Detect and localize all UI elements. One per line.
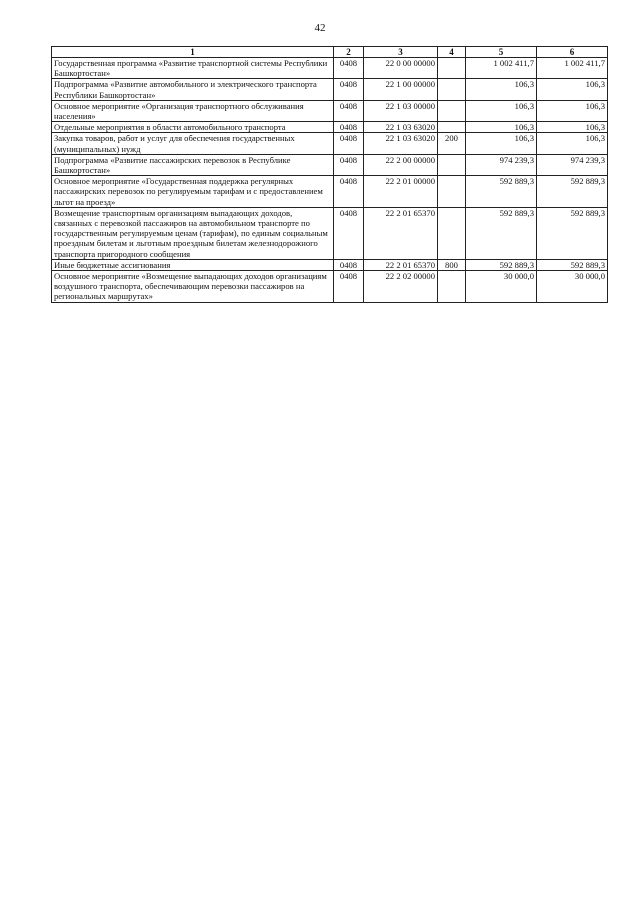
column-header: 2 xyxy=(334,47,364,58)
column-header: 6 xyxy=(537,47,608,58)
table-row xyxy=(52,133,608,154)
row-section: 0408 xyxy=(334,58,364,79)
row-section: 0408 xyxy=(334,100,364,121)
row-name: Подпрограмма «Развитие пассажирских перевозок в Республике Башкортостан» xyxy=(52,154,334,175)
column-header: 3 xyxy=(364,47,438,58)
row-target: 22 1 03 00000 xyxy=(364,100,438,121)
row-value-2: 974 239,3 xyxy=(537,154,608,175)
row-section: 0408 xyxy=(334,259,364,270)
page-number: 42 xyxy=(314,22,326,34)
table-row xyxy=(52,79,608,100)
row-value-2: 106,3 xyxy=(537,79,608,100)
row-section: 0408 xyxy=(334,271,364,303)
row-section: 0408 xyxy=(334,207,364,259)
row-section: 0408 xyxy=(334,176,364,208)
row-name: Подпрограмма «Развитие автомобильного и электрического транспорта Республики Башкортостан» xyxy=(52,79,334,100)
row-target: 22 2 00 00000 xyxy=(364,154,438,175)
row-value-2: 592 889,3 xyxy=(537,207,608,259)
row-type xyxy=(438,271,466,303)
row-value-2: 106,3 xyxy=(537,133,608,154)
row-section: 0408 xyxy=(334,79,364,100)
table-row xyxy=(52,58,608,79)
row-value-1: 106,3 xyxy=(466,133,537,154)
table-header-row xyxy=(52,47,608,58)
row-value-1: 30 000,0 xyxy=(466,271,537,303)
row-value-1: 592 889,3 xyxy=(466,176,537,208)
budget-table xyxy=(51,46,608,303)
row-target: 22 0 00 00000 xyxy=(364,58,438,79)
row-name: Отдельные мероприятия в области автомобильного транспорта xyxy=(52,122,334,133)
row-target: 22 1 03 63020 xyxy=(364,133,438,154)
table-row xyxy=(52,154,608,175)
row-name: Закупка товаров, работ и услуг для обеспечения государственных (муниципальных) нужд xyxy=(52,133,334,154)
row-value-1: 106,3 xyxy=(466,122,537,133)
table-row xyxy=(52,271,608,303)
row-value-1: 592 889,3 xyxy=(466,259,537,270)
row-type xyxy=(438,176,466,208)
row-type xyxy=(438,207,466,259)
row-type xyxy=(438,58,466,79)
row-value-2: 592 889,3 xyxy=(537,176,608,208)
row-target: 22 2 02 00000 xyxy=(364,271,438,303)
row-value-1: 974 239,3 xyxy=(466,154,537,175)
row-section: 0408 xyxy=(334,154,364,175)
row-value-1: 592 889,3 xyxy=(466,207,537,259)
row-type: 200 xyxy=(438,133,466,154)
table-row xyxy=(52,122,608,133)
row-name: Иные бюджетные ассигнования xyxy=(52,259,334,270)
row-value-1: 1 002 411,7 xyxy=(466,58,537,79)
row-value-2: 106,3 xyxy=(537,122,608,133)
row-type xyxy=(438,79,466,100)
row-value-1: 106,3 xyxy=(466,79,537,100)
row-target: 22 1 03 63020 xyxy=(364,122,438,133)
row-value-2: 1 002 411,7 xyxy=(537,58,608,79)
row-target: 22 2 01 00000 xyxy=(364,176,438,208)
row-type xyxy=(438,154,466,175)
table-row xyxy=(52,259,608,270)
column-header: 4 xyxy=(438,47,466,58)
row-section: 0408 xyxy=(334,133,364,154)
row-value-2: 106,3 xyxy=(537,100,608,121)
column-header: 5 xyxy=(466,47,537,58)
row-section: 0408 xyxy=(334,122,364,133)
row-name: Основное мероприятие «Организация транспортного обслуживания населения» xyxy=(52,100,334,121)
row-value-1: 106,3 xyxy=(466,100,537,121)
row-name: Основное мероприятие «Возмещение выпадающих доходов организациям воздушного транспорта, обеспечивающим перевозки пассажиров на региональных маршрутах» xyxy=(52,271,334,303)
row-name: Основное мероприятие «Государственная поддержка регулярных пассажирских перевозок по регулируемым тарифам и с предоставлением льгот на проезд» xyxy=(52,176,334,208)
table-row xyxy=(52,100,608,121)
table-row xyxy=(52,176,608,208)
row-type xyxy=(438,100,466,121)
row-name: Государственная программа «Развитие транспортной системы Республики Башкортостан» xyxy=(52,58,334,79)
column-header: 1 xyxy=(52,47,334,58)
row-target: 22 1 00 00000 xyxy=(364,79,438,100)
table-row xyxy=(52,207,608,259)
row-type: 800 xyxy=(438,259,466,270)
row-name: Возмещение транспортным организациям выпадающих доходов, связанных с перевозкой пассажиров на автомобильном транспорте по государственным регулируемым ценам (тарифам), по единым социальным проездным билетам и льготным проездным билетам железнодорожного транспорта пригородного сообщения xyxy=(52,207,334,259)
row-target: 22 2 01 65370 xyxy=(364,207,438,259)
row-target: 22 2 01 65370 xyxy=(364,259,438,270)
row-value-2: 592 889,3 xyxy=(537,259,608,270)
row-type xyxy=(438,122,466,133)
row-value-2: 30 000,0 xyxy=(537,271,608,303)
